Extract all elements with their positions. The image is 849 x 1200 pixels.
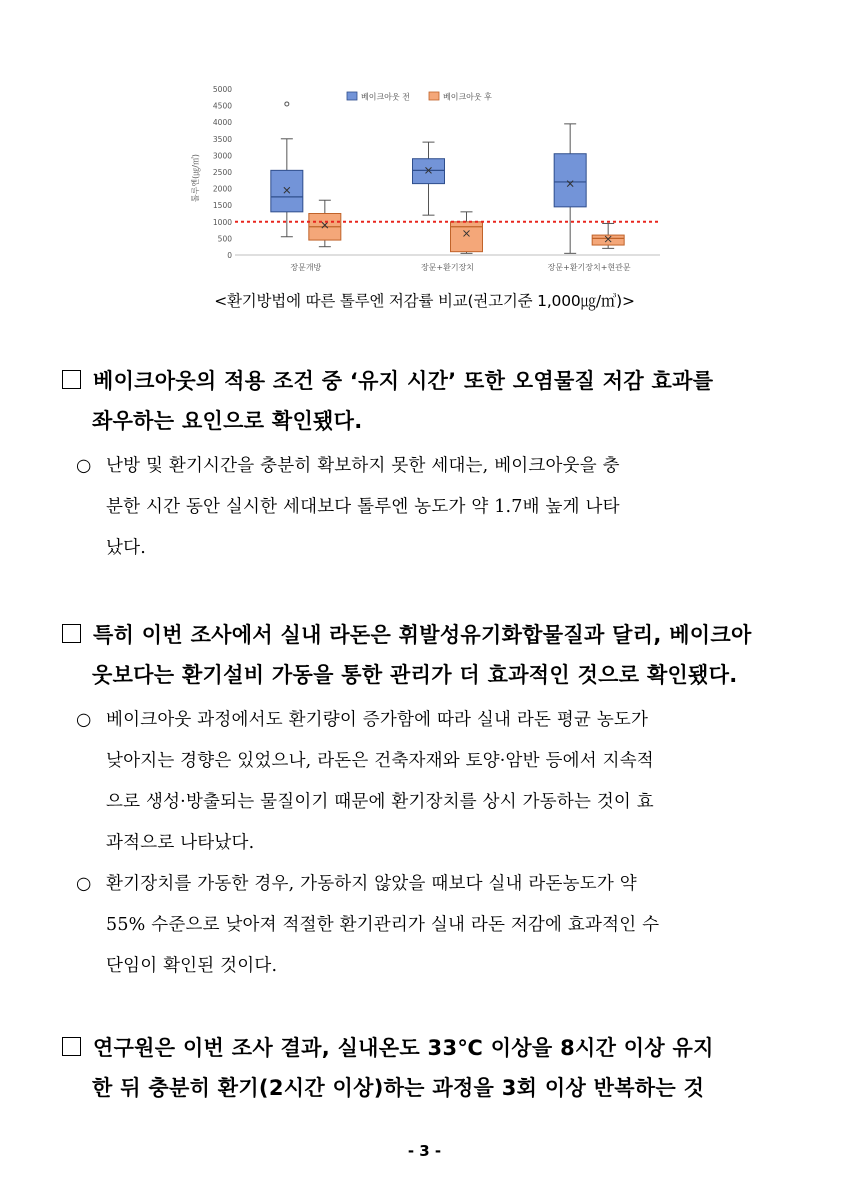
circle-bullet-icon: ○ [76,874,92,894]
section-2-line-1: 특히 이번 조사에서 실내 라돈은 휘발성유기화합물질과 달리, 베이크아 [93,623,752,647]
section-2-line-2: 웃보다는 환기설비 가동을 통한 관리가 더 효과적인 것으로 확인됐다. [92,663,738,687]
box-outlier-point [285,102,289,106]
section-3-line-2: 한 뒤 충분히 환기(2시간 이상)하는 과정을 3회 이상 반복하는 것 [92,1076,705,1100]
y-tick-label: 0 [227,251,232,260]
section-2-bullet-1-line-4: 과적으로 나타났다. [106,833,255,853]
section-3 [62,1028,802,1108]
box-iqr [413,159,445,184]
x-axis-labels [290,262,631,272]
section-3-line-1: 연구원은 이번 조사 결과, 실내온도 33℃ 이상을 8시간 이상 유지 [93,1036,714,1060]
box-iqr [554,154,586,207]
chart-legend [347,92,492,102]
y-tick-label: 2000 [212,184,232,194]
section-2-bullet-1-line-1: 베이크아웃 과정에서도 환기량이 증가함에 따라 실내 라돈 평균 농도가 [106,710,649,730]
circle-bullet-icon: ○ [76,456,92,476]
legend-label-before: 베이크아웃 전 [361,92,410,102]
section-2-bullet-2-line-2: 55% 수준으로 낮아져 적절한 환기관리가 실내 라돈 저감에 효과적인 수 [106,915,660,935]
section-1-bullet-1 [76,446,791,569]
section-2 [62,615,802,695]
section-1-line-1: 베이크아웃의 적용 조건 중 ‘유지 시간’ 또한 오염물질 저감 효과를 [93,369,714,393]
figure-caption: <환기방법에 따른 톨루엔 저감률 비교(권고기준 1,000㎍/㎥)> [214,292,635,310]
section-1-bullet-1-line-1: 난방 및 환기시간을 충분히 확보하지 못한 세대는, 베이크아웃을 충 [106,456,620,476]
y-tick-label: 2500 [212,168,232,177]
checkbox-bullet-icon [62,370,81,389]
section-1-bullet-1-line-2: 분한 시간 동안 실시한 세대보다 톨루엔 농도가 약 1.7배 높게 나타 [106,497,620,517]
section-2-bullet-1-line-3: 으로 생성·방출되는 물질이기 때문에 환기장치를 상시 가동하는 것이 효 [106,792,654,812]
x-tick-label: 장문+환기장치+현관문 [547,263,631,272]
y-axis-label: 톨루엔(㎍/㎥) [191,153,200,203]
x-tick-label: 장문+환기장치 [420,263,475,272]
checkbox-bullet-icon [62,624,81,643]
y-tick-label: 500 [217,234,232,244]
legend-swatch-before [347,92,357,100]
section-1 [62,361,802,441]
y-tick-label: 5000 [212,85,232,94]
section-2-bullet-1-line-2: 낮아지는 경향은 있었으나, 라돈은 건축자재와 토양·암반 등에서 지속적 [106,751,654,771]
toluene-box-chart [185,78,665,278]
section-2-bullet-1 [76,700,791,864]
box-plots [271,102,624,253]
box-iqr [592,235,624,245]
y-tick-label: 1500 [212,201,232,211]
y-tick-label: 3500 [212,134,232,144]
legend-label-after: 베이크아웃 후 [443,92,492,102]
checkbox-bullet-icon [62,1037,81,1056]
section-2-bullet-2-line-1: 환기장치를 가동한 경우, 가동하지 않았을 때보다 실내 라돈농도가 약 [106,874,637,894]
legend-swatch-after [429,92,439,100]
x-tick-label: 장문개방 [290,263,322,272]
section-2-bullet-2 [76,864,791,987]
y-tick-label: 1000 [212,217,232,227]
y-tick-label: 4000 [212,118,232,128]
box-iqr [271,170,303,212]
y-tick-label: 4500 [212,101,232,111]
circle-bullet-icon: ○ [76,710,92,730]
section-2-bullet-2-line-3: 단임이 확인된 것이다. [106,956,278,976]
y-axis [213,85,232,260]
section-1-bullet-1-line-3: 났다. [106,538,146,558]
page-number: - 3 - [407,1142,442,1160]
section-1-line-2: 좌우하는 요인으로 확인됐다. [92,409,363,433]
y-tick-label: 3000 [212,151,232,161]
